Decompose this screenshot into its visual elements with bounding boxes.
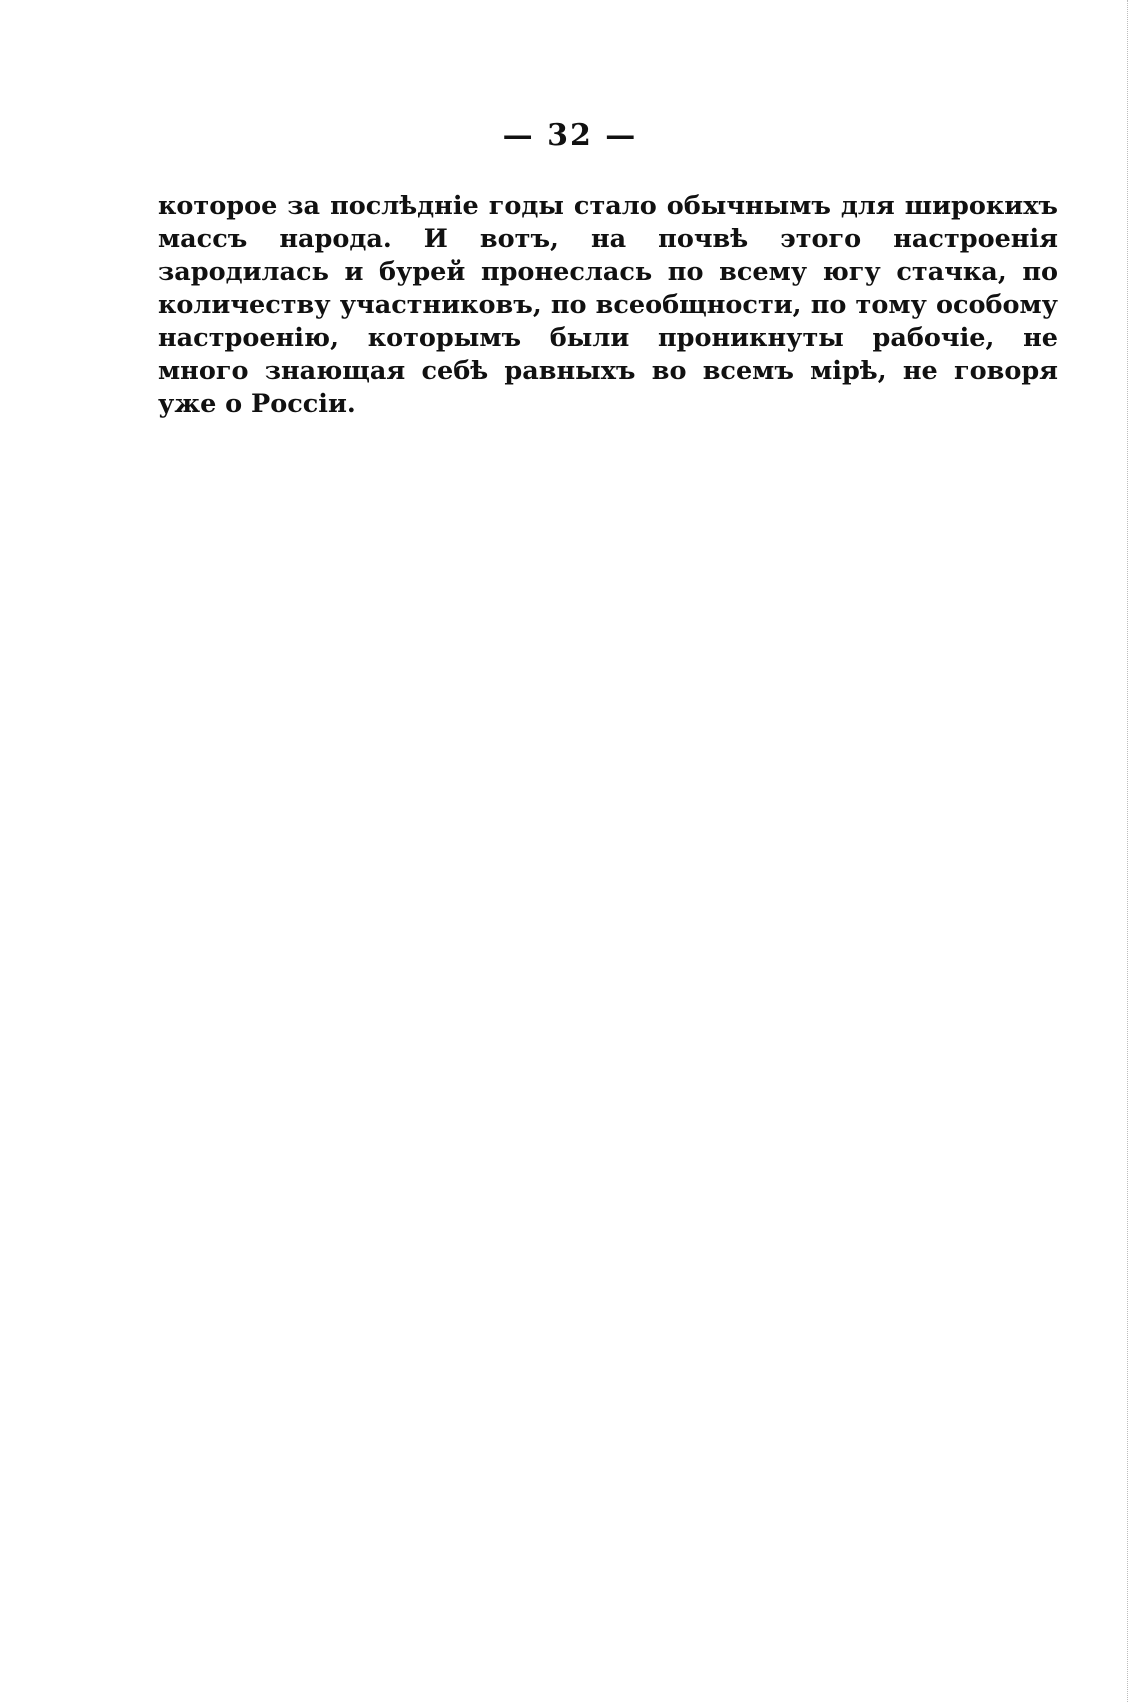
body-text <box>158 190 1058 421</box>
page-edge <box>1127 0 1140 1702</box>
page-number: — 32 — <box>502 118 638 153</box>
paragraph-intro: которое за послѣдніе годы стало обычнымъ для широкихъ массъ народа. И вотъ, на почвѣ этого настроенія зародилась и бурей пронеслась по всему югу стачка, по количеству участниковъ, по всеобщности, по тому особому настроенію, которымъ были проникнуты рабочіе, не много знающая себѣ равныхъ во всемъ мірѣ, не говоря уже о Россіи. <box>158 191 1058 419</box>
